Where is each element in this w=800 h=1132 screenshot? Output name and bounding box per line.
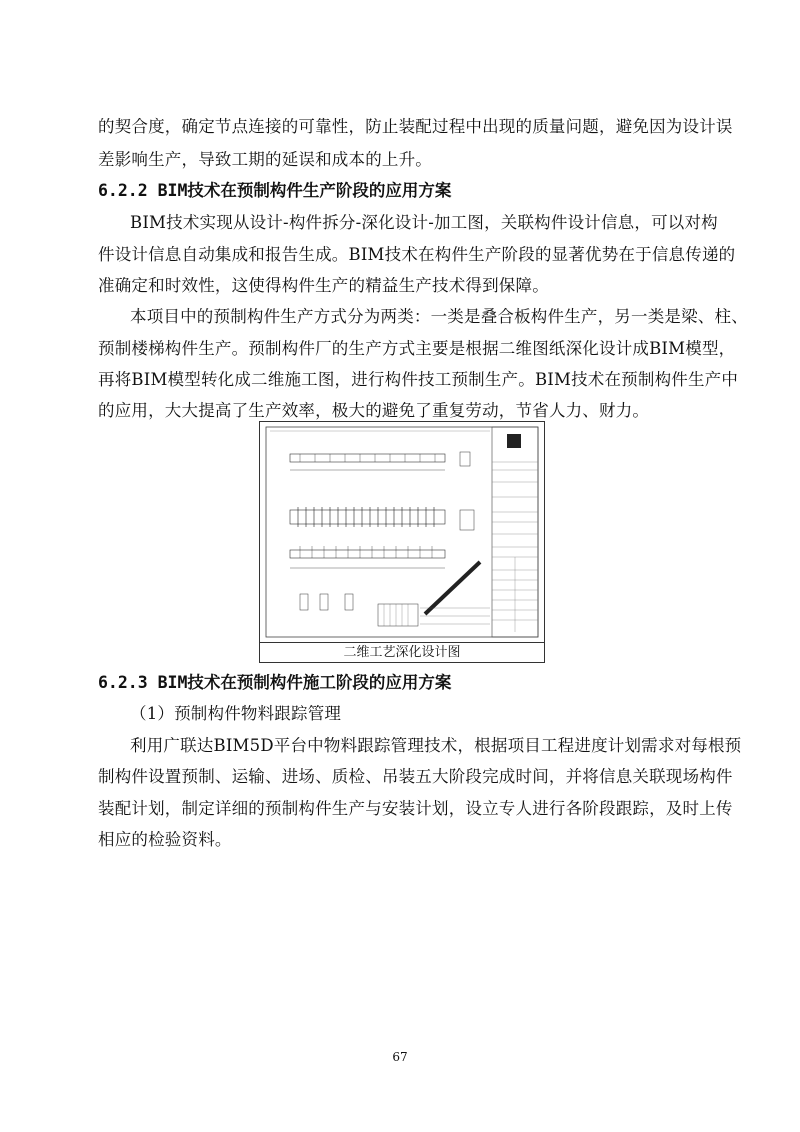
figure-caption: 二维工艺深化设计图: [260, 642, 544, 663]
page-number: 67: [392, 1050, 408, 1064]
paragraph-line: 件设计信息自动集成和报告生成。BIM技术在构件生产阶段的显著优势在于信息传递的: [98, 245, 736, 264]
paragraph-line: 的契合度，确定节点连接的可靠性，防止装配过程中出现的质量问题，避免因为设计误: [98, 117, 733, 136]
paragraph-line: 预制楼梯构件生产。预制构件厂的生产方式主要是根据二维图纸深化设计成BIM模型，: [98, 339, 736, 358]
subheading: （1）预制构件物料跟踪管理: [130, 704, 342, 723]
paragraph-line: 差影响生产，导致工期的延误和成本的上升。: [98, 150, 432, 169]
paragraph-line: 装配计划，制定详细的预制构件生产与安装计划，设立专人进行各阶段跟踪，及时上传: [98, 799, 733, 818]
paragraph-line: 再将BIM模型转化成二维施工图，进行构件技工预制生产。BIM技术在预制构件生产中: [98, 370, 739, 389]
paragraph-line: BIM技术实现从设计-构件拆分-深化设计-加工图，关联构件设计信息，可以对构: [130, 213, 718, 232]
paragraph-line: 的应用，大大提高了生产效率，极大的避免了重复劳动，节省人力、财力。: [98, 401, 650, 420]
section-heading-6-2-2: 6.2.2 BIM技术在预制构件生产阶段的应用方案: [98, 181, 452, 200]
paragraph-line: 制构件设置预制、运输、进场、质检、吊装五大阶段完成时间，并将信息关联现场构件: [98, 767, 733, 786]
paragraph-line: 本项目中的预制构件生产方式分为两类：一类是叠合板构件生产，另一类是梁、柱、: [130, 307, 748, 326]
paragraph-line: 准确定和时效性，这使得构件生产的精益生产技术得到保障。: [98, 276, 549, 295]
cad-drawing-image: [260, 422, 544, 642]
section-heading-6-2-3: 6.2.3 BIM技术在预制构件施工阶段的应用方案: [98, 673, 452, 692]
paragraph-line: 相应的检验资料。: [98, 830, 232, 849]
paragraph-line: 利用广联达BIM5D平台中物料跟踪管理技术，根据项目工程进度计划需求对每根预: [130, 736, 742, 755]
figure-2d-design-drawing: [259, 421, 545, 663]
